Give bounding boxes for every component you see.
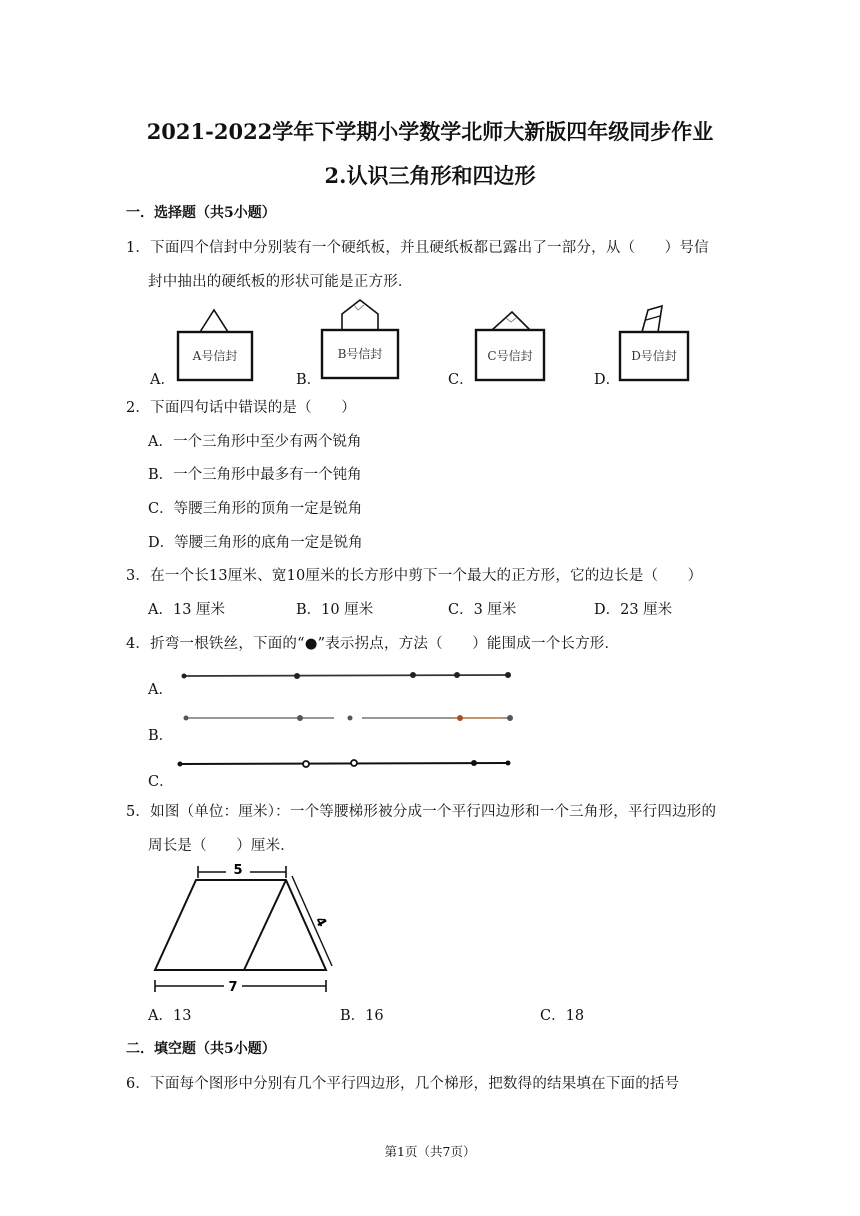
q5-option-c: C．18 bbox=[540, 1008, 585, 1024]
q3-option-d: D．23 厘米 bbox=[594, 602, 673, 618]
bend-point bbox=[303, 761, 309, 767]
question-2-stem: 2．下面四句话中错误的是（ ） bbox=[126, 400, 356, 416]
q1-option-b-label: B． bbox=[296, 372, 322, 388]
envelope-b-text: B号信封 bbox=[337, 347, 383, 361]
page-footer: 第1页（共7页） bbox=[384, 1144, 476, 1159]
envelope-c-figure bbox=[474, 308, 554, 384]
envelope-a-figure bbox=[176, 306, 256, 384]
section-heading-choice: 一．选择题（共5小题） bbox=[126, 205, 276, 221]
q5-option-a: A．13 bbox=[148, 1008, 192, 1024]
q1-option-c-label: C． bbox=[448, 372, 474, 388]
envelope-c-text: C号信封 bbox=[487, 349, 533, 363]
q4-option-b: B． bbox=[148, 728, 174, 744]
question-5-line-1: 5．如图（单位：厘米）：一个等腰梯形被分成一个平行四边形和一个三角形，平行四边形的 bbox=[126, 804, 717, 820]
bend-point bbox=[471, 760, 477, 766]
q2-option-c: C．等腰三角形的顶角一定是锐角 bbox=[148, 501, 363, 517]
bottom-length-label: 7 bbox=[228, 980, 238, 995]
trapezoid-figure bbox=[150, 860, 340, 1000]
q2-option-d: D．等腰三角形的底角一定是锐角 bbox=[148, 535, 363, 551]
bend-point bbox=[351, 760, 357, 766]
q3-option-b: B．10 厘米 bbox=[296, 602, 374, 618]
q4-option-a: A． bbox=[148, 682, 173, 698]
top-length-label: 5 bbox=[233, 863, 243, 878]
q2-option-b: B．一个三角形中最多有一个钝角 bbox=[148, 467, 362, 483]
envelope-d-figure bbox=[618, 304, 698, 384]
envelope-a-text: A号信封 bbox=[192, 349, 238, 363]
bend-point bbox=[505, 672, 511, 678]
bend-point bbox=[454, 672, 460, 678]
envelope-b-figure bbox=[320, 298, 400, 384]
wire-c-figure bbox=[178, 756, 518, 772]
q3-option-a: A．13 厘米 bbox=[148, 602, 226, 618]
bend-point bbox=[294, 673, 300, 679]
question-3-stem: 3．在一个长13厘米、宽10厘米的长方形中剪下一个最大的正方形，它的边长是（ ） bbox=[126, 568, 703, 584]
document-subtitle: 2.认识三角形和四边形 bbox=[324, 163, 536, 188]
bend-point bbox=[348, 716, 353, 721]
q4-option-c: C． bbox=[148, 774, 174, 790]
pentagon-card-shape bbox=[342, 300, 378, 330]
bend-point bbox=[178, 762, 183, 767]
envelope-d-text: D号信封 bbox=[631, 349, 677, 363]
bend-point bbox=[457, 715, 463, 721]
wire-a-figure bbox=[180, 668, 520, 684]
bend-point bbox=[410, 672, 416, 678]
q2-option-a: A．一个三角形中至少有两个锐角 bbox=[148, 434, 362, 450]
q3-option-c: C．3 厘米 bbox=[448, 602, 517, 618]
bend-point bbox=[507, 715, 513, 721]
question-1-line-2: 封中抽出的硬纸板的形状可能是正方形． bbox=[148, 274, 413, 290]
triangle-card-shape bbox=[200, 310, 228, 332]
tilted-card-shape bbox=[642, 306, 662, 332]
triangle-card-shape bbox=[492, 312, 530, 330]
section-heading-fill-in: 二．填空题（共5小题） bbox=[126, 1041, 276, 1057]
bend-point bbox=[182, 674, 187, 679]
side-length-label: 4 bbox=[311, 914, 330, 930]
question-4-stem: 4．折弯一根铁丝，下面的“●”表示拐点，方法（ ）能围成一个长方形． bbox=[126, 636, 620, 652]
bend-point bbox=[297, 715, 303, 721]
q5-option-b: B．16 bbox=[340, 1008, 384, 1024]
bend-point bbox=[184, 716, 189, 721]
dividing-line bbox=[244, 880, 286, 970]
q1-option-a-label: A． bbox=[150, 372, 175, 388]
bend-point bbox=[506, 761, 511, 766]
wire-b-figure bbox=[184, 710, 524, 726]
wire-line bbox=[180, 763, 508, 764]
document-title: 2021-2022学年下学期小学数学北师大新版四年级同步作业 bbox=[146, 119, 714, 144]
q1-option-d-label: D． bbox=[594, 372, 621, 388]
question-6-line-1: 6．下面每个图形中分别有几个平行四边形，几个梯形，把数得的结果填在下面的括号 bbox=[126, 1076, 680, 1092]
question-5-line-2: 周长是（ ）厘米． bbox=[148, 838, 295, 854]
question-1-line-1: 1．下面四个信封中分别装有一个硬纸板，并且硬纸板都已露出了一部分，从（ ）号信 bbox=[126, 240, 709, 256]
